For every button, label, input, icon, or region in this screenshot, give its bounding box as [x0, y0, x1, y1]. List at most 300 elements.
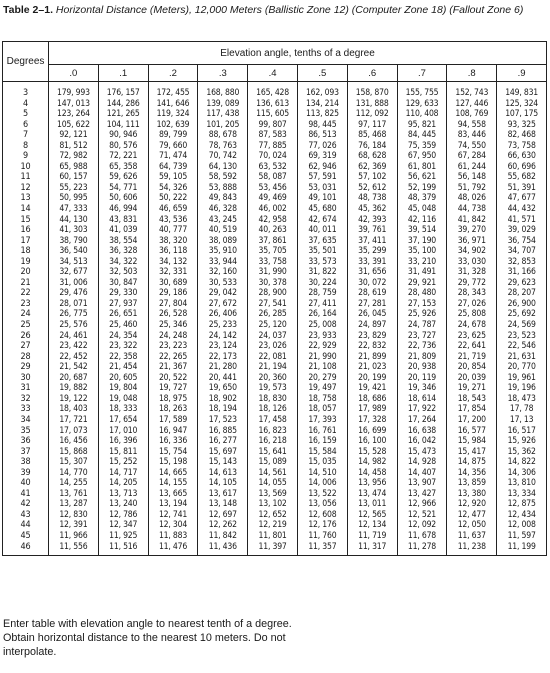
distance-cell: 35, 100 — [397, 246, 447, 257]
distance-cell: 11, 516 — [98, 542, 148, 556]
distance-cell: 27, 672 — [198, 299, 248, 310]
distance-cell: 89, 799 — [148, 130, 198, 141]
distance-cell: 16, 638 — [397, 426, 447, 437]
distance-cell: 13, 102 — [248, 499, 298, 510]
distance-cell: 13, 287 — [49, 499, 99, 510]
distance-cell: 20, 687 — [49, 373, 99, 384]
distance-cell: 24, 354 — [98, 331, 148, 342]
distance-cell: 16, 947 — [148, 426, 198, 437]
degree-cell: 4 — [3, 99, 49, 110]
distance-cell: 23, 422 — [49, 341, 99, 352]
degree-cell: 35 — [3, 426, 49, 437]
distance-cell: 66, 630 — [497, 151, 547, 162]
distance-cell: 13, 474 — [347, 489, 397, 500]
distance-cell: 11, 842 — [198, 531, 248, 542]
distance-cell: 46, 994 — [98, 204, 148, 215]
distance-cell: 48, 026 — [447, 193, 497, 204]
distance-cell: 35, 705 — [248, 246, 298, 257]
distance-cell: 149, 831 — [497, 82, 547, 99]
distance-cell: 51, 391 — [497, 183, 547, 194]
degree-cell: 38 — [3, 457, 49, 468]
distance-cell: 12, 521 — [397, 510, 447, 521]
distance-cell: 11, 801 — [248, 531, 298, 542]
distance-cell: 102, 639 — [148, 120, 198, 131]
distance-cell: 99, 807 — [248, 120, 298, 131]
distance-cell: 13, 859 — [447, 478, 497, 489]
distance-cell: 18, 057 — [297, 404, 347, 415]
distance-cell: 21, 108 — [297, 362, 347, 373]
distance-cell: 49, 843 — [198, 193, 248, 204]
distance-cell: 56, 148 — [447, 172, 497, 183]
distance-cell: 20, 938 — [397, 362, 447, 373]
table-row — [3, 130, 547, 141]
degree-cell: 17 — [3, 236, 49, 247]
distance-cell: 20, 522 — [148, 373, 198, 384]
distance-cell: 42, 116 — [397, 215, 447, 226]
distance-cell: 15, 584 — [297, 447, 347, 458]
table-number: Table 2–1. — [3, 4, 53, 16]
distance-cell: 104, 111 — [98, 120, 148, 131]
distance-cell: 85, 468 — [347, 130, 397, 141]
distance-cell: 11, 278 — [397, 542, 447, 556]
degree-cell: 3 — [3, 82, 49, 99]
distance-cell: 18, 975 — [148, 394, 198, 405]
column-header: .5 — [297, 65, 347, 82]
table-row — [3, 151, 547, 162]
table-row — [3, 499, 547, 510]
degree-cell: 46 — [3, 542, 49, 556]
distance-cell: 32, 331 — [148, 267, 198, 278]
distance-cell: 19, 271 — [447, 383, 497, 394]
distance-cell: 27, 153 — [397, 299, 447, 310]
distance-cell: 37, 635 — [297, 236, 347, 247]
distance-cell: 17, 78 — [497, 404, 547, 415]
distance-cell: 14, 306 — [497, 468, 547, 479]
degree-cell: 11 — [3, 172, 49, 183]
table-row — [3, 478, 547, 489]
distance-cell: 27, 281 — [347, 299, 397, 310]
table-row — [3, 309, 547, 320]
distance-cell: 18, 758 — [297, 394, 347, 405]
distance-table — [2, 41, 547, 556]
distance-cell: 28, 071 — [49, 299, 99, 310]
degree-cell: 42 — [3, 499, 49, 510]
distance-cell: 13, 011 — [347, 499, 397, 510]
distance-cell: 92, 121 — [49, 130, 99, 141]
degree-cell: 16 — [3, 225, 49, 236]
distance-cell: 95, 821 — [397, 120, 447, 131]
degree-cell: 23 — [3, 299, 49, 310]
distance-cell: 30, 533 — [198, 278, 248, 289]
distance-cell: 24, 569 — [497, 320, 547, 331]
distance-cell: 15, 811 — [98, 447, 148, 458]
distance-cell: 40, 011 — [297, 225, 347, 236]
distance-cell: 11, 199 — [497, 542, 547, 556]
degree-cell: 21 — [3, 278, 49, 289]
column-header: .0 — [49, 65, 99, 82]
distance-cell: 17, 523 — [198, 415, 248, 426]
distance-cell: 31, 006 — [49, 278, 99, 289]
distance-cell: 26, 164 — [297, 309, 347, 320]
distance-cell: 15, 528 — [347, 447, 397, 458]
distance-cell: 12, 347 — [98, 520, 148, 531]
table-row — [3, 236, 547, 247]
distance-cell: 101, 205 — [198, 120, 248, 131]
distance-cell: 50, 222 — [148, 193, 198, 204]
distance-cell: 25, 692 — [497, 309, 547, 320]
table-row — [3, 278, 547, 289]
distance-cell: 90, 946 — [98, 130, 148, 141]
distance-cell: 23, 026 — [248, 341, 298, 352]
degree-cell: 29 — [3, 362, 49, 373]
distance-cell: 57, 102 — [347, 172, 397, 183]
distance-cell: 69, 319 — [297, 151, 347, 162]
degree-cell: 27 — [3, 341, 49, 352]
distance-cell: 19, 196 — [497, 383, 547, 394]
distance-cell: 46, 002 — [248, 204, 298, 215]
distance-cell: 27, 026 — [447, 299, 497, 310]
distance-cell: 12, 262 — [198, 520, 248, 531]
distance-cell: 15, 754 — [148, 447, 198, 458]
distance-cell: 52, 612 — [347, 183, 397, 194]
distance-cell: 13, 569 — [248, 489, 298, 500]
distance-cell: 35, 910 — [198, 246, 248, 257]
table-row — [3, 362, 547, 373]
distance-cell: 36, 754 — [497, 236, 547, 247]
distance-cell: 13, 761 — [49, 489, 99, 500]
distance-cell: 25, 926 — [397, 309, 447, 320]
distance-cell: 34, 132 — [148, 257, 198, 268]
distance-cell: 43, 831 — [98, 215, 148, 226]
distance-cell: 23, 625 — [447, 331, 497, 342]
distance-cell: 32, 503 — [98, 267, 148, 278]
distance-cell: 172, 455 — [148, 82, 198, 99]
table-row — [3, 457, 547, 468]
column-header: .3 — [198, 65, 248, 82]
distance-cell: 55, 682 — [497, 172, 547, 183]
distance-cell: 80, 576 — [98, 141, 148, 152]
distance-cell: 36, 328 — [98, 246, 148, 257]
degree-cell: 22 — [3, 288, 49, 299]
table-title-text: Horizontal Distance (Meters), 12,000 Meters (Ballistic Zone 12) (Computer Zone 18) (Fallout Zone 6) — [55, 4, 524, 16]
distance-cell: 43, 536 — [148, 215, 198, 226]
column-header: .9 — [497, 65, 547, 82]
distance-cell: 33, 573 — [297, 257, 347, 268]
table-row — [3, 373, 547, 384]
distance-cell: 14, 407 — [397, 468, 447, 479]
distance-cell: 84, 445 — [397, 130, 447, 141]
distance-cell: 30, 689 — [148, 278, 198, 289]
distance-cell: 155, 755 — [397, 82, 447, 99]
distance-cell: 14, 822 — [497, 457, 547, 468]
distance-cell: 29, 186 — [148, 288, 198, 299]
distance-cell: 19, 961 — [497, 373, 547, 384]
distance-cell: 12, 830 — [49, 510, 99, 521]
degree-cell: 36 — [3, 436, 49, 447]
distance-cell: 179, 993 — [49, 82, 99, 99]
column-header-row — [3, 65, 547, 82]
distance-cell: 20, 605 — [98, 373, 148, 384]
column-header: .2 — [148, 65, 198, 82]
distance-cell: 64, 739 — [148, 162, 198, 173]
distance-cell: 26, 900 — [497, 299, 547, 310]
distance-cell: 36, 540 — [49, 246, 99, 257]
distance-cell: 14, 055 — [248, 478, 298, 489]
distance-cell: 16, 761 — [297, 426, 347, 437]
distance-cell: 52, 199 — [397, 183, 447, 194]
distance-cell: 59, 105 — [148, 172, 198, 183]
distance-cell: 33, 758 — [248, 257, 298, 268]
table-row — [3, 542, 547, 556]
distance-cell: 141, 646 — [148, 99, 198, 110]
distance-cell: 14, 510 — [297, 468, 347, 479]
distance-cell: 41, 303 — [49, 225, 99, 236]
degrees-header: Degrees — [3, 42, 49, 82]
distance-cell: 22, 832 — [347, 341, 397, 352]
table-row — [3, 352, 547, 363]
distance-cell: 21, 454 — [98, 362, 148, 373]
distance-cell: 58, 592 — [198, 172, 248, 183]
distance-cell: 54, 326 — [148, 183, 198, 194]
distance-cell: 16, 577 — [447, 426, 497, 437]
degree-cell: 26 — [3, 331, 49, 342]
distance-cell: 78, 763 — [198, 141, 248, 152]
distance-cell: 50, 606 — [98, 193, 148, 204]
distance-cell: 41, 039 — [98, 225, 148, 236]
distance-cell: 86, 513 — [297, 130, 347, 141]
distance-cell: 14, 105 — [198, 478, 248, 489]
distance-cell: 34, 707 — [497, 246, 547, 257]
distance-cell: 61, 801 — [397, 162, 447, 173]
distance-cell: 17, 922 — [397, 404, 447, 415]
distance-cell: 12, 304 — [148, 520, 198, 531]
distance-cell: 12, 134 — [347, 520, 397, 531]
table-row — [3, 436, 547, 447]
distance-cell: 23, 322 — [98, 341, 148, 352]
distance-cell: 20, 770 — [497, 362, 547, 373]
distance-cell: 12, 050 — [447, 520, 497, 531]
distance-cell: 11, 760 — [297, 531, 347, 542]
distance-cell: 20, 199 — [347, 373, 397, 384]
degree-cell: 8 — [3, 141, 49, 152]
table-row — [3, 141, 547, 152]
distance-cell: 29, 476 — [49, 288, 99, 299]
distance-cell: 11, 238 — [447, 542, 497, 556]
distance-cell: 16, 336 — [148, 436, 198, 447]
distance-cell: 53, 456 — [248, 183, 298, 194]
distance-cell: 26, 045 — [347, 309, 397, 320]
degree-cell: 6 — [3, 120, 49, 131]
distance-cell: 15, 417 — [447, 447, 497, 458]
distance-cell: 33, 030 — [447, 257, 497, 268]
distance-cell: 17, 458 — [248, 415, 298, 426]
distance-cell: 21, 899 — [347, 352, 397, 363]
distance-cell: 16, 042 — [397, 436, 447, 447]
table-row — [3, 299, 547, 310]
distance-cell: 87, 583 — [248, 130, 298, 141]
distance-cell: 12, 565 — [347, 510, 397, 521]
distance-cell: 63, 532 — [248, 162, 298, 173]
distance-cell: 76, 184 — [347, 141, 397, 152]
distance-cell: 54, 771 — [98, 183, 148, 194]
distance-cell: 25, 008 — [297, 320, 347, 331]
distance-cell: 12, 966 — [397, 499, 447, 510]
distance-cell: 42, 393 — [347, 215, 397, 226]
distance-cell: 13, 810 — [497, 478, 547, 489]
degree-cell: 19 — [3, 257, 49, 268]
distance-cell: 15, 473 — [397, 447, 447, 458]
distance-cell: 73, 758 — [497, 141, 547, 152]
distance-cell: 13, 056 — [297, 499, 347, 510]
degree-cell: 31 — [3, 383, 49, 394]
distance-cell: 16, 885 — [198, 426, 248, 437]
distance-cell: 19, 573 — [248, 383, 298, 394]
distance-cell: 21, 194 — [248, 362, 298, 373]
distance-cell: 15, 641 — [248, 447, 298, 458]
distance-cell: 40, 777 — [148, 225, 198, 236]
table-row — [3, 246, 547, 257]
distance-cell: 39, 029 — [497, 225, 547, 236]
distance-cell: 41, 842 — [447, 215, 497, 226]
table-row — [3, 162, 547, 173]
table-row — [3, 531, 547, 542]
table-row — [3, 288, 547, 299]
distance-cell: 115, 605 — [248, 109, 298, 120]
distance-cell: 11, 476 — [148, 542, 198, 556]
distance-cell: 35, 501 — [297, 246, 347, 257]
distance-cell: 14, 875 — [447, 457, 497, 468]
degree-cell: 41 — [3, 489, 49, 500]
distance-cell: 134, 214 — [297, 99, 347, 110]
distance-cell: 110, 408 — [397, 109, 447, 120]
distance-cell: 43, 245 — [198, 215, 248, 226]
distance-cell: 37, 411 — [347, 236, 397, 247]
distance-cell: 18, 543 — [447, 394, 497, 405]
distance-cell: 23, 223 — [148, 341, 198, 352]
distance-cell: 62, 369 — [347, 162, 397, 173]
usage-note: Enter table with elevation angle to nearest tenth of a degree. Obtain horizontal distance to the nearest 10 meters. Do not interpolate. — [3, 618, 292, 658]
distance-cell: 11, 678 — [397, 531, 447, 542]
distance-cell: 47, 677 — [497, 193, 547, 204]
distance-cell: 21, 542 — [49, 362, 99, 373]
distance-cell: 26, 775 — [49, 309, 99, 320]
degree-cell: 37 — [3, 447, 49, 458]
column-header: .6 — [347, 65, 397, 82]
degree-cell: 34 — [3, 415, 49, 426]
distance-cell: 72, 982 — [49, 151, 99, 162]
distance-cell: 168, 880 — [198, 82, 248, 99]
distance-cell: 13, 194 — [148, 499, 198, 510]
distance-cell: 19, 421 — [347, 383, 397, 394]
distance-cell: 20, 039 — [447, 373, 497, 384]
table-row — [3, 204, 547, 215]
distance-cell: 49, 469 — [248, 193, 298, 204]
distance-cell: 12, 391 — [49, 520, 99, 531]
distance-cell: 139, 089 — [198, 99, 248, 110]
distance-cell: 12, 697 — [198, 510, 248, 521]
distance-cell: 20, 360 — [248, 373, 298, 384]
distance-cell: 33, 944 — [198, 257, 248, 268]
distance-cell: 26, 406 — [198, 309, 248, 320]
distance-cell: 19, 048 — [98, 394, 148, 405]
distance-cell: 72, 221 — [98, 151, 148, 162]
distance-cell: 81, 512 — [49, 141, 99, 152]
distance-cell: 82, 468 — [497, 130, 547, 141]
distance-cell: 29, 330 — [98, 288, 148, 299]
distance-cell: 34, 902 — [447, 246, 497, 257]
distance-cell: 147, 013 — [49, 99, 99, 110]
distance-cell: 22, 173 — [198, 352, 248, 363]
distance-cell: 28, 343 — [447, 288, 497, 299]
distance-cell: 12, 092 — [397, 520, 447, 531]
distance-cell: 21, 631 — [497, 352, 547, 363]
distance-cell: 19, 727 — [148, 383, 198, 394]
table-row — [3, 183, 547, 194]
distance-cell: 98, 445 — [297, 120, 347, 131]
distance-cell: 11, 719 — [347, 531, 397, 542]
degree-cell: 30 — [3, 373, 49, 384]
distance-cell: 112, 092 — [347, 109, 397, 120]
degree-cell: 10 — [3, 162, 49, 173]
distance-cell: 93, 325 — [497, 120, 547, 131]
distance-cell: 26, 528 — [148, 309, 198, 320]
distance-cell: 13, 956 — [347, 478, 397, 489]
distance-cell: 11, 883 — [148, 531, 198, 542]
distance-cell: 19, 122 — [49, 394, 99, 405]
column-header: .8 — [447, 65, 497, 82]
distance-cell: 12, 652 — [248, 510, 298, 521]
distance-cell: 13, 334 — [497, 489, 547, 500]
distance-cell: 18, 614 — [397, 394, 447, 405]
distance-cell: 176, 157 — [98, 82, 148, 99]
distance-cell: 64, 130 — [198, 162, 248, 173]
distance-cell: 49, 101 — [297, 193, 347, 204]
distance-cell: 38, 320 — [148, 236, 198, 247]
distance-cell: 37, 190 — [397, 236, 447, 247]
table-row — [3, 468, 547, 479]
distance-cell: 60, 157 — [49, 172, 99, 183]
distance-cell: 11, 357 — [297, 542, 347, 556]
distance-cell: 15, 984 — [447, 436, 497, 447]
distance-cell: 19, 346 — [397, 383, 447, 394]
distance-cell: 117, 438 — [198, 109, 248, 120]
distance-cell: 14, 613 — [198, 468, 248, 479]
distance-cell: 56, 621 — [397, 172, 447, 183]
distance-cell: 31, 990 — [248, 267, 298, 278]
header-group-row — [3, 42, 547, 65]
degree-cell: 5 — [3, 109, 49, 120]
elevation-group-header: Elevation angle, tenths of a degree — [49, 42, 547, 65]
distance-cell: 47, 333 — [49, 204, 99, 215]
distance-cell: 152, 743 — [447, 82, 497, 99]
column-header: .1 — [98, 65, 148, 82]
distance-cell: 15, 697 — [198, 447, 248, 458]
distance-cell: 19, 497 — [297, 383, 347, 394]
distance-cell: 15, 252 — [98, 457, 148, 468]
degree-cell: 28 — [3, 352, 49, 363]
degree-cell: 20 — [3, 267, 49, 278]
degree-cell: 7 — [3, 130, 49, 141]
distance-cell: 108, 769 — [447, 109, 497, 120]
distance-cell: 13, 148 — [198, 499, 248, 510]
distance-cell: 23, 829 — [347, 331, 397, 342]
distance-cell: 67, 284 — [447, 151, 497, 162]
distance-cell: 25, 233 — [198, 320, 248, 331]
distance-cell: 48, 738 — [347, 193, 397, 204]
distance-cell: 46, 328 — [198, 204, 248, 215]
distance-cell: 30, 224 — [297, 278, 347, 289]
distance-cell: 14, 665 — [148, 468, 198, 479]
